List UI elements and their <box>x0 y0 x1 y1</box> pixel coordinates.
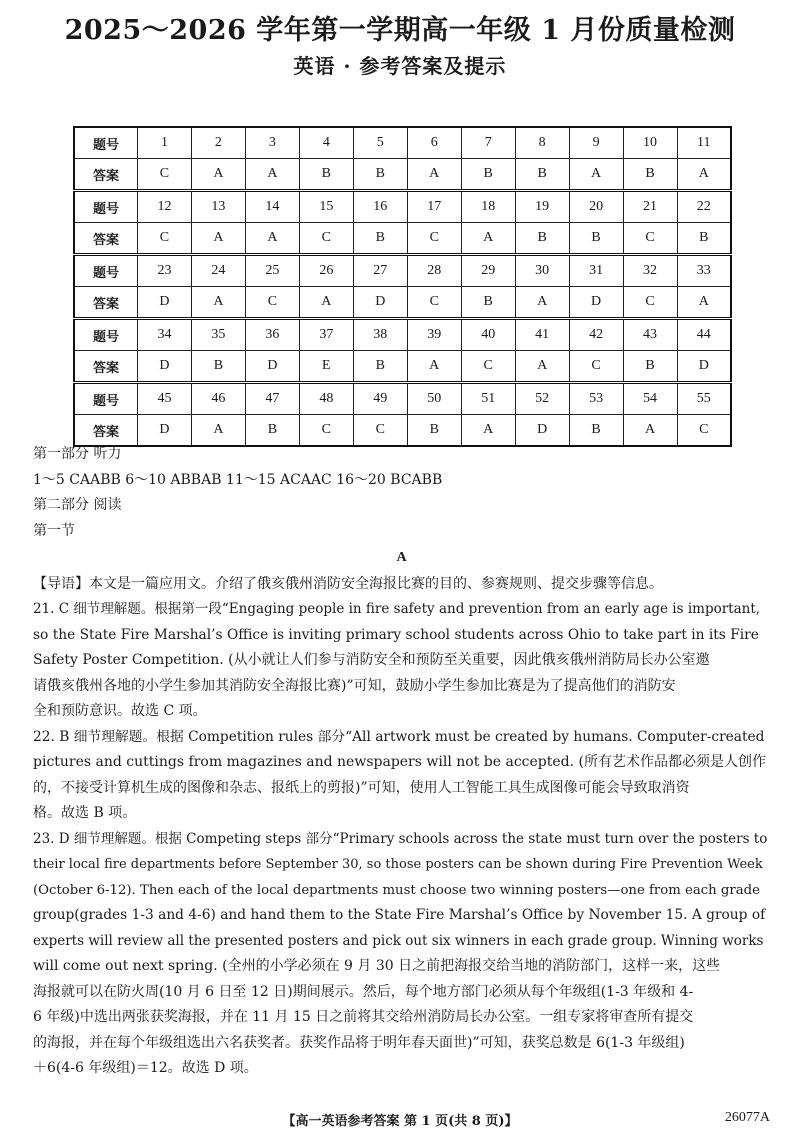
answer-cell: D <box>569 287 623 319</box>
answer-cell: A <box>245 159 299 191</box>
answer-cell: C <box>353 415 407 447</box>
answer-cell: B <box>191 351 245 383</box>
answer-row <box>74 159 731 191</box>
question-number-cell: 46 <box>191 383 245 415</box>
question-number-cell: 29 <box>461 255 515 287</box>
explanation-line: 22. B 细节理解题。根据 Competition rules 部分“All artwork must be created by humans. Computer-created <box>33 728 765 745</box>
answer-row <box>74 287 731 319</box>
question-number-cell: 49 <box>353 383 407 415</box>
question-number-cell: 1 <box>138 127 192 159</box>
answer-cell: A <box>299 287 353 319</box>
answer-cell: C <box>569 351 623 383</box>
question-number-cell: 37 <box>299 319 353 351</box>
answer-cell: A <box>623 415 677 447</box>
number-header-cell: 题号 <box>74 255 138 287</box>
question-number-cell: 47 <box>245 383 299 415</box>
explanation-line: 的海报，并在每个年级组选出六名获奖者。获奖作品将于明年春天面世)”可知，获奖总数是 6(1-3 年级组) <box>33 1034 685 1051</box>
answer-cell: B <box>245 415 299 447</box>
question-number-cell: 3 <box>245 127 299 159</box>
section-heading: 第一节 <box>33 522 75 539</box>
question-number-cell: 21 <box>623 191 677 223</box>
question-number-cell: 8 <box>515 127 569 159</box>
question-number-cell: 52 <box>515 383 569 415</box>
answer-cell: A <box>677 287 731 319</box>
question-number-cell: 24 <box>191 255 245 287</box>
answer-cell: A <box>677 159 731 191</box>
answer-cell: B <box>407 415 461 447</box>
answer-cell: B <box>569 223 623 255</box>
number-row <box>74 383 731 415</box>
explanation-line: 全和预防意识。故选 C 项。 <box>33 703 207 719</box>
explanation-line: experts will review all the presented posters and pick out six winners in each grade group. Winning works <box>33 932 764 949</box>
explanation-line: 的，不接受计算机生成的图像和杂志、报纸上的剪报)”可知，使用人工智能工具生成图像可能会导致取消资 <box>33 779 690 796</box>
answer-cell: E <box>299 351 353 383</box>
explanation-line: Safety Poster Competition. (从小就让人们参与消防安全和预防至关重要，因此俄亥俄州消防局长办公室邀 <box>33 652 710 668</box>
answer-cell: C <box>461 351 515 383</box>
answer-cell: A <box>191 223 245 255</box>
answer-cell: D <box>353 287 407 319</box>
answer-row <box>74 351 731 383</box>
answer-cell: B <box>353 223 407 255</box>
answer-cell: B <box>623 159 677 191</box>
answer-cell: C <box>407 287 461 319</box>
answer-cell: B <box>461 287 515 319</box>
question-number-cell: 44 <box>677 319 731 351</box>
part2-heading: 第二部分 阅读 <box>33 497 122 513</box>
answer-cell: C <box>138 223 192 255</box>
answer-cell: C <box>138 159 192 191</box>
explanation-line: ＋6(4-6 年级组)＝12。故选 D 项。 <box>33 1060 258 1076</box>
footer-page-info: 【高一英语参考答案 第 1 页(共 8 页)】 <box>282 1114 518 1129</box>
answer-cell: B <box>515 159 569 191</box>
answer-cell: C <box>623 287 677 319</box>
answer-cell: D <box>138 287 192 319</box>
explanation-line: 格。故选 B 项。 <box>33 805 137 821</box>
question-number-cell: 27 <box>353 255 407 287</box>
question-number-cell: 43 <box>623 319 677 351</box>
answer-cell: D <box>677 351 731 383</box>
answer-cell: C <box>407 223 461 255</box>
answer-cell: A <box>515 287 569 319</box>
part1-heading: 第一部分 听力 <box>33 446 122 462</box>
question-number-cell: 13 <box>191 191 245 223</box>
number-row <box>74 255 731 287</box>
answer-cell: A <box>569 159 623 191</box>
explanation-line: (October 6-12). Then each of the local departments must choose two winning posters—one from each grade <box>33 882 760 898</box>
answer-cell: A <box>191 287 245 319</box>
explanation-line: pictures and cuttings from magazines and newspapers will not be accepted. (所有艺术作品都必须是人创作 <box>33 754 766 770</box>
question-number-cell: 42 <box>569 319 623 351</box>
explanation-line: 请俄亥俄州各地的小学生参加其消防安全海报比赛)”可知，鼓励小学生参加比赛是为了提高他们的消防安 <box>33 677 676 694</box>
page-subtitle: 英语 · 参考答案及提示 <box>293 54 507 78</box>
question-number-cell: 53 <box>569 383 623 415</box>
answer-cell: A <box>515 351 569 383</box>
footer-code: 26077A <box>724 1110 770 1125</box>
answer-cell: C <box>623 223 677 255</box>
question-number-cell: 5 <box>353 127 407 159</box>
explanation-line: 21. C 细节理解题。根据第一段“Engaging people in fire safety and prevention from an early age is important, <box>33 601 761 617</box>
question-number-cell: 30 <box>515 255 569 287</box>
question-number-cell: 38 <box>353 319 407 351</box>
part1-answers: 1～5 CAABB 6～10 ABBAB 11～15 ACAAC 16～20 BCABB <box>33 471 443 488</box>
answer-cell: A <box>191 159 245 191</box>
question-number-cell: 36 <box>245 319 299 351</box>
answer-cell: B <box>623 351 677 383</box>
answer-cell: A <box>407 159 461 191</box>
question-number-cell: 20 <box>569 191 623 223</box>
answer-header-cell: 答案 <box>74 223 138 255</box>
answer-body <box>33 442 770 1082</box>
question-number-cell: 11 <box>677 127 731 159</box>
answer-cell: C <box>677 415 731 447</box>
question-number-cell: 4 <box>299 127 353 159</box>
question-number-cell: 22 <box>677 191 731 223</box>
question-number-cell: 51 <box>461 383 515 415</box>
question-number-cell: 26 <box>299 255 353 287</box>
answer-cell: B <box>569 415 623 447</box>
question-23-explanation <box>33 827 770 1082</box>
explanation-line: 海报就可以在防火周(10 月 6 日至 12 日)期间展示。然后，每个地方部门必须从每个年级组(1-3 年级和 4- <box>33 983 694 1000</box>
question-number-cell: 10 <box>623 127 677 159</box>
number-header-cell: 题号 <box>74 383 138 415</box>
question-number-cell: 41 <box>515 319 569 351</box>
answer-cell: C <box>299 415 353 447</box>
passage-guide: 【导语】本文是一篇应用文。介绍了俄亥俄州消防安全海报比赛的目的、参赛规则、提交步骤等信息。 <box>33 575 663 592</box>
answer-cell: D <box>245 351 299 383</box>
answer-header-cell: 答案 <box>74 159 138 191</box>
question-number-cell: 16 <box>353 191 407 223</box>
question-number-cell: 12 <box>138 191 192 223</box>
answer-cell: B <box>461 159 515 191</box>
answer-table <box>73 126 732 447</box>
question-number-cell: 2 <box>191 127 245 159</box>
question-number-cell: 14 <box>245 191 299 223</box>
answer-cell: D <box>515 415 569 447</box>
number-row <box>74 191 731 223</box>
question-number-cell: 23 <box>138 255 192 287</box>
number-row <box>74 319 731 351</box>
answer-cell: B <box>515 223 569 255</box>
answer-cell: B <box>353 351 407 383</box>
question-number-cell: 25 <box>245 255 299 287</box>
explanation-line: their local fire departments before September 30, so those posters can be shown during Fire Prevention Week <box>33 857 763 872</box>
question-number-cell: 19 <box>515 191 569 223</box>
number-row <box>74 127 731 159</box>
answer-header-cell: 答案 <box>74 287 138 319</box>
answer-row <box>74 223 731 255</box>
question-number-cell: 45 <box>138 383 192 415</box>
question-number-cell: 32 <box>623 255 677 287</box>
question-number-cell: 50 <box>407 383 461 415</box>
answer-cell: D <box>138 415 192 447</box>
explanation-line: will come out next spring. (全州的小学必须在 9 月 30 日之前把海报交给当地的消防部门，这样一来，这些 <box>33 958 721 974</box>
explanation-line: group(grades 1-3 and 4-6) and hand them to the State Fire Marshal’s Office by November 15. A group of <box>33 907 766 923</box>
answer-cell: D <box>138 351 192 383</box>
answer-cell: A <box>461 415 515 447</box>
question-number-cell: 28 <box>407 255 461 287</box>
question-number-cell: 39 <box>407 319 461 351</box>
number-header-cell: 题号 <box>74 319 138 351</box>
explanation-line: 6 年级)中选出两张获奖海报，并在 11 月 15 日之前将其交给州消防局长办公室。一组专家将审查所有提交 <box>33 1009 694 1025</box>
question-number-cell: 34 <box>138 319 192 351</box>
question-number-cell: 18 <box>461 191 515 223</box>
answer-header-cell: 答案 <box>74 351 138 383</box>
explanation-line: 23. D 细节理解题。根据 Competing steps 部分“Primary schools across the state must turn over the posters to <box>33 830 768 847</box>
page-title: 2025～2026 学年第一学期高一年级 1 月份质量检测 <box>64 15 736 46</box>
question-number-cell: 9 <box>569 127 623 159</box>
passage-label: A <box>396 550 407 565</box>
answer-header-cell: 答案 <box>74 415 138 447</box>
question-number-cell: 17 <box>407 191 461 223</box>
answer-cell: C <box>245 287 299 319</box>
question-number-cell: 54 <box>623 383 677 415</box>
answer-cell: A <box>407 351 461 383</box>
question-number-cell: 15 <box>299 191 353 223</box>
question-number-cell: 35 <box>191 319 245 351</box>
question-number-cell: 7 <box>461 127 515 159</box>
question-number-cell: 6 <box>407 127 461 159</box>
answer-cell: A <box>245 223 299 255</box>
number-header-cell: 题号 <box>74 191 138 223</box>
answer-cell: B <box>353 159 407 191</box>
answer-cell: C <box>299 223 353 255</box>
question-number-cell: 40 <box>461 319 515 351</box>
question-number-cell: 55 <box>677 383 731 415</box>
question-21-explanation <box>33 597 770 725</box>
answer-cell: B <box>677 223 731 255</box>
answer-cell: A <box>191 415 245 447</box>
question-number-cell: 33 <box>677 255 731 287</box>
answer-cell: A <box>461 223 515 255</box>
answer-cell: B <box>299 159 353 191</box>
question-22-explanation <box>33 725 770 827</box>
question-number-cell: 31 <box>569 255 623 287</box>
explanation-line: so the State Fire Marshal’s Office is inviting primary school students across Ohio to take part in its Fire <box>33 626 759 643</box>
number-header-cell: 题号 <box>74 127 138 159</box>
question-number-cell: 48 <box>299 383 353 415</box>
